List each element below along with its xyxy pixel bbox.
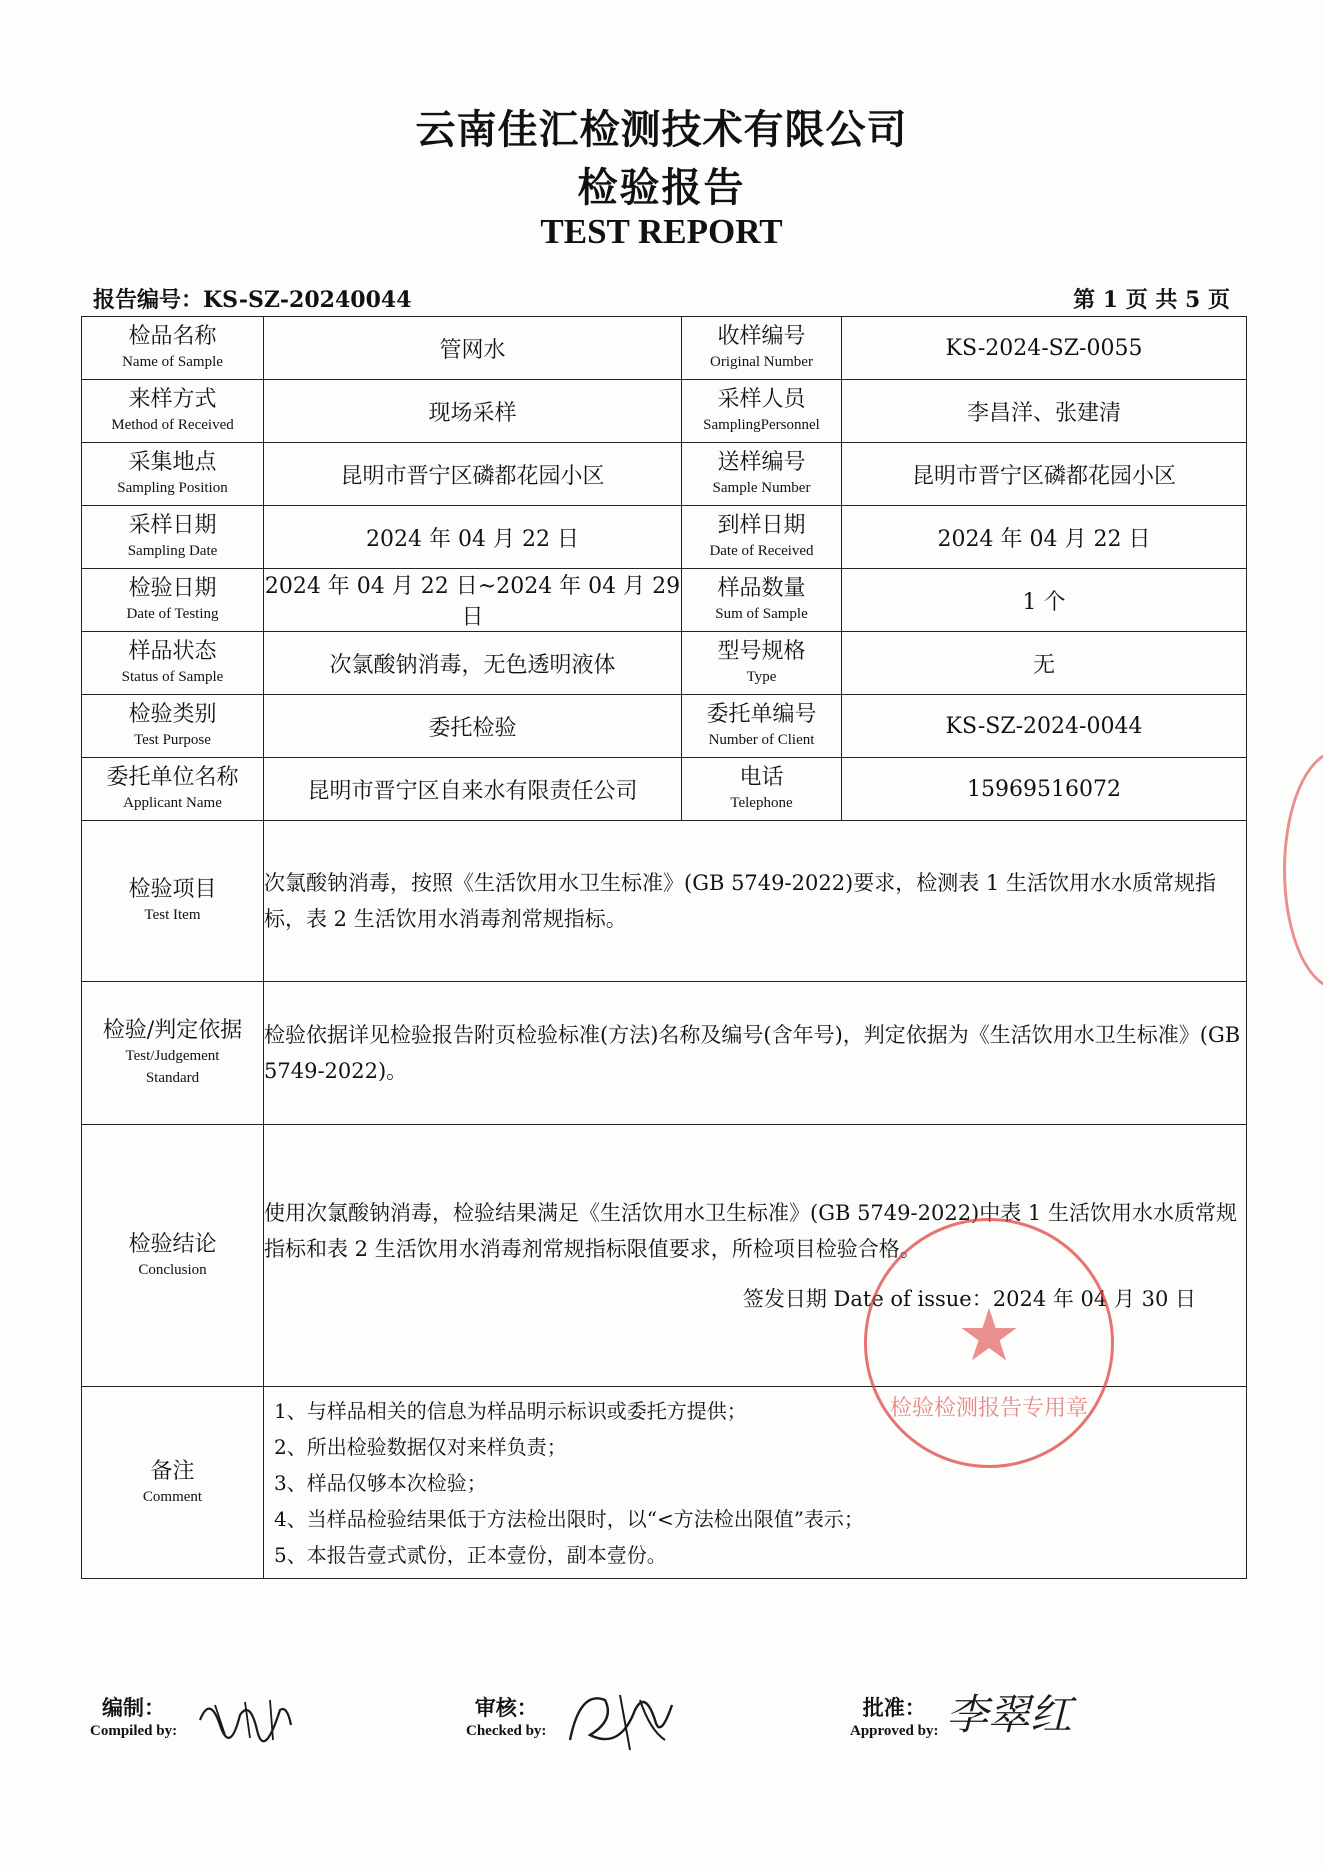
label-cn: 检品名称 bbox=[128, 324, 217, 349]
field-label bbox=[682, 317, 842, 380]
company-name: 云南佳汇检测技术有限公司 bbox=[415, 106, 908, 153]
label-en: Test Item bbox=[144, 907, 201, 923]
field-label bbox=[682, 443, 842, 506]
field-label bbox=[82, 317, 264, 380]
report-title-cn: 检验报告 bbox=[577, 164, 746, 211]
label-en: Sum of Sample bbox=[715, 606, 808, 622]
approved-signature: 李翠红 bbox=[946, 1690, 1073, 1739]
field-label bbox=[82, 695, 264, 758]
compiled-label-cn: 编制： bbox=[102, 1695, 166, 1720]
label-cn: 收样编号 bbox=[717, 324, 806, 349]
info-row bbox=[82, 317, 1247, 380]
field-value: 2024 年 04 月 22 日~2024 年 04 月 29 日 bbox=[264, 569, 682, 632]
field-label bbox=[82, 569, 264, 632]
basis-text: 检验依据详见检验报告附页检验标准(方法)名称及编号(含年号)，判定依据为《生活饮用水卫生标准》(GB 5749-2022)。 bbox=[264, 982, 1247, 1125]
label-en: Number of Client bbox=[708, 732, 815, 748]
compiled-by bbox=[90, 1695, 177, 1741]
label-cn: 检验日期 bbox=[128, 576, 217, 601]
field-label bbox=[682, 695, 842, 758]
seal-text: 检验检测报告专用章 bbox=[889, 1396, 1088, 1421]
compiled-signature bbox=[195, 1690, 295, 1745]
label-cn: 检验/判定依据 bbox=[102, 1018, 243, 1043]
label-en: Type bbox=[746, 669, 777, 685]
label-en: Original Number bbox=[710, 354, 813, 370]
field-value: 昆明市晋宁区磷都花园小区 bbox=[842, 443, 1247, 506]
info-row bbox=[82, 506, 1247, 569]
field-label bbox=[682, 632, 842, 695]
field-value: 李昌洋、张建清 bbox=[842, 380, 1247, 443]
field-value: 昆明市晋宁区自来水有限责任公司 bbox=[264, 758, 682, 821]
page-info: 第 1 页 共 5 页 bbox=[1073, 287, 1230, 313]
field-value: 管网水 bbox=[264, 317, 682, 380]
field-value: 次氯酸钠消毒，无色透明液体 bbox=[264, 632, 682, 695]
comment-line: 4、当样品检验结果低于方法检出限时，以“<方法检出限值”表示； bbox=[274, 1506, 864, 1531]
basis-row bbox=[82, 982, 1247, 1125]
field-label bbox=[682, 380, 842, 443]
comment-line: 3、样品仅够本次检验； bbox=[274, 1470, 487, 1495]
field-label bbox=[82, 758, 264, 821]
info-row bbox=[82, 695, 1247, 758]
label-cn: 样品数量 bbox=[717, 576, 806, 601]
field-value: 2024 年 04 月 22 日 bbox=[264, 506, 682, 569]
approved-label-en: Approved by: bbox=[850, 1723, 939, 1739]
checked-label-en: Checked by: bbox=[466, 1723, 547, 1739]
label-cn: 送样编号 bbox=[717, 450, 806, 475]
label-cn: 备注 bbox=[150, 1458, 195, 1484]
info-row bbox=[82, 569, 1247, 632]
comment-line: 1、与样品相关的信息为样品明示标识或委托方提供； bbox=[274, 1398, 747, 1423]
report-number-label: 报告编号： bbox=[93, 287, 204, 313]
approved-label-cn: 批准： bbox=[862, 1695, 926, 1720]
label-en: Sampling Date bbox=[127, 543, 218, 559]
label-cn: 型号规格 bbox=[717, 639, 806, 664]
test-item-label bbox=[82, 821, 264, 982]
comment-line: 5、本报告壹式贰份，正本壹份，副本壹份。 bbox=[274, 1542, 667, 1567]
issue-date: 签发日期 Date of issue：2024 年 04 月 30 日 bbox=[742, 1286, 1196, 1311]
label-en: Date of Testing bbox=[126, 606, 219, 622]
label-en: Status of Sample bbox=[121, 669, 224, 685]
label-en: Test/Judgement bbox=[125, 1048, 220, 1064]
label-en: Comment bbox=[142, 1488, 203, 1505]
info-row bbox=[82, 380, 1247, 443]
test-item-row bbox=[82, 821, 1247, 982]
label-cn: 采样人员 bbox=[717, 387, 806, 412]
label-en: Method of Received bbox=[111, 417, 234, 433]
label-en: Applicant Name bbox=[123, 795, 222, 811]
report-title-en: TEST REPORT bbox=[540, 212, 783, 251]
label-en: Standard bbox=[145, 1070, 200, 1086]
info-row bbox=[82, 632, 1247, 695]
label-en: Test Purpose bbox=[134, 732, 211, 748]
field-value: 1 个 bbox=[842, 569, 1247, 632]
label-cn: 检验结论 bbox=[128, 1231, 217, 1257]
page-seal-edge bbox=[1283, 750, 1323, 990]
field-value: 委托检验 bbox=[264, 695, 682, 758]
label-cn: 电话 bbox=[739, 765, 784, 790]
report-number-value: KS-SZ-20240044 bbox=[203, 287, 412, 313]
official-seal bbox=[864, 1218, 1114, 1468]
label-cn: 样品状态 bbox=[128, 639, 217, 664]
approved-by bbox=[850, 1695, 939, 1741]
label-cn: 委托单编号 bbox=[706, 702, 817, 727]
label-cn: 检验项目 bbox=[128, 877, 217, 902]
label-en: Telephone bbox=[730, 795, 793, 811]
field-label bbox=[82, 632, 264, 695]
conclusion-label bbox=[82, 1125, 264, 1387]
field-value: 现场采样 bbox=[264, 380, 682, 443]
field-value: KS-2024-SZ-0055 bbox=[842, 317, 1247, 380]
field-value: 昆明市晋宁区磷都花园小区 bbox=[264, 443, 682, 506]
field-value: 2024 年 04 月 22 日 bbox=[842, 506, 1247, 569]
label-en: Conclusion bbox=[138, 1261, 207, 1278]
test-item-text: 次氯酸钠消毒，按照《生活饮用水卫生标准》(GB 5749-2022)要求，检测表 1 生活饮用水水质常规指标，表 2 生活饮用水消毒剂常规指标。 bbox=[264, 821, 1247, 982]
label-cn: 来样方式 bbox=[128, 387, 217, 412]
basis-label bbox=[82, 982, 264, 1125]
label-cn: 采集地点 bbox=[128, 450, 217, 475]
info-row bbox=[82, 443, 1247, 506]
label-en: Date of Received bbox=[709, 543, 814, 559]
field-label bbox=[682, 569, 842, 632]
field-label bbox=[82, 443, 264, 506]
report-number bbox=[93, 283, 412, 314]
checked-signature bbox=[560, 1680, 680, 1760]
compiled-label-en: Compiled by: bbox=[90, 1723, 178, 1739]
info-row bbox=[82, 758, 1247, 821]
label-en: Sample Number bbox=[712, 480, 811, 496]
field-label bbox=[82, 380, 264, 443]
field-label bbox=[682, 758, 842, 821]
label-cn: 检验类别 bbox=[128, 702, 217, 727]
field-value: 无 bbox=[842, 632, 1247, 695]
label-cn: 到样日期 bbox=[717, 513, 806, 538]
comment-label bbox=[82, 1387, 264, 1579]
label-en: SamplingPersonnel bbox=[703, 417, 820, 433]
comment-line: 2、所出检验数据仅对来样负责； bbox=[274, 1434, 567, 1459]
label-en: Name of Sample bbox=[122, 354, 223, 370]
checked-by bbox=[466, 1695, 546, 1741]
field-value: KS-SZ-2024-0044 bbox=[842, 695, 1247, 758]
checked-label-cn: 审核： bbox=[474, 1695, 538, 1720]
conclusion-text: 使用次氯酸钠消毒，检验结果满足《生活饮用水卫生标准》(GB 5749-2022)中表 1 生活饮用水水质常规指标和表 2 生活饮用水消毒剂常规指标限值要求，所检项目检验合格。 bbox=[264, 1200, 1237, 1261]
field-label bbox=[682, 506, 842, 569]
label-cn: 采样日期 bbox=[128, 513, 217, 538]
seal-star-icon: ★ bbox=[956, 1293, 1022, 1377]
field-value: 15969516072 bbox=[842, 758, 1247, 821]
label-en: Sampling Position bbox=[117, 480, 228, 496]
field-label bbox=[82, 506, 264, 569]
label-cn: 委托单位名称 bbox=[106, 765, 239, 790]
